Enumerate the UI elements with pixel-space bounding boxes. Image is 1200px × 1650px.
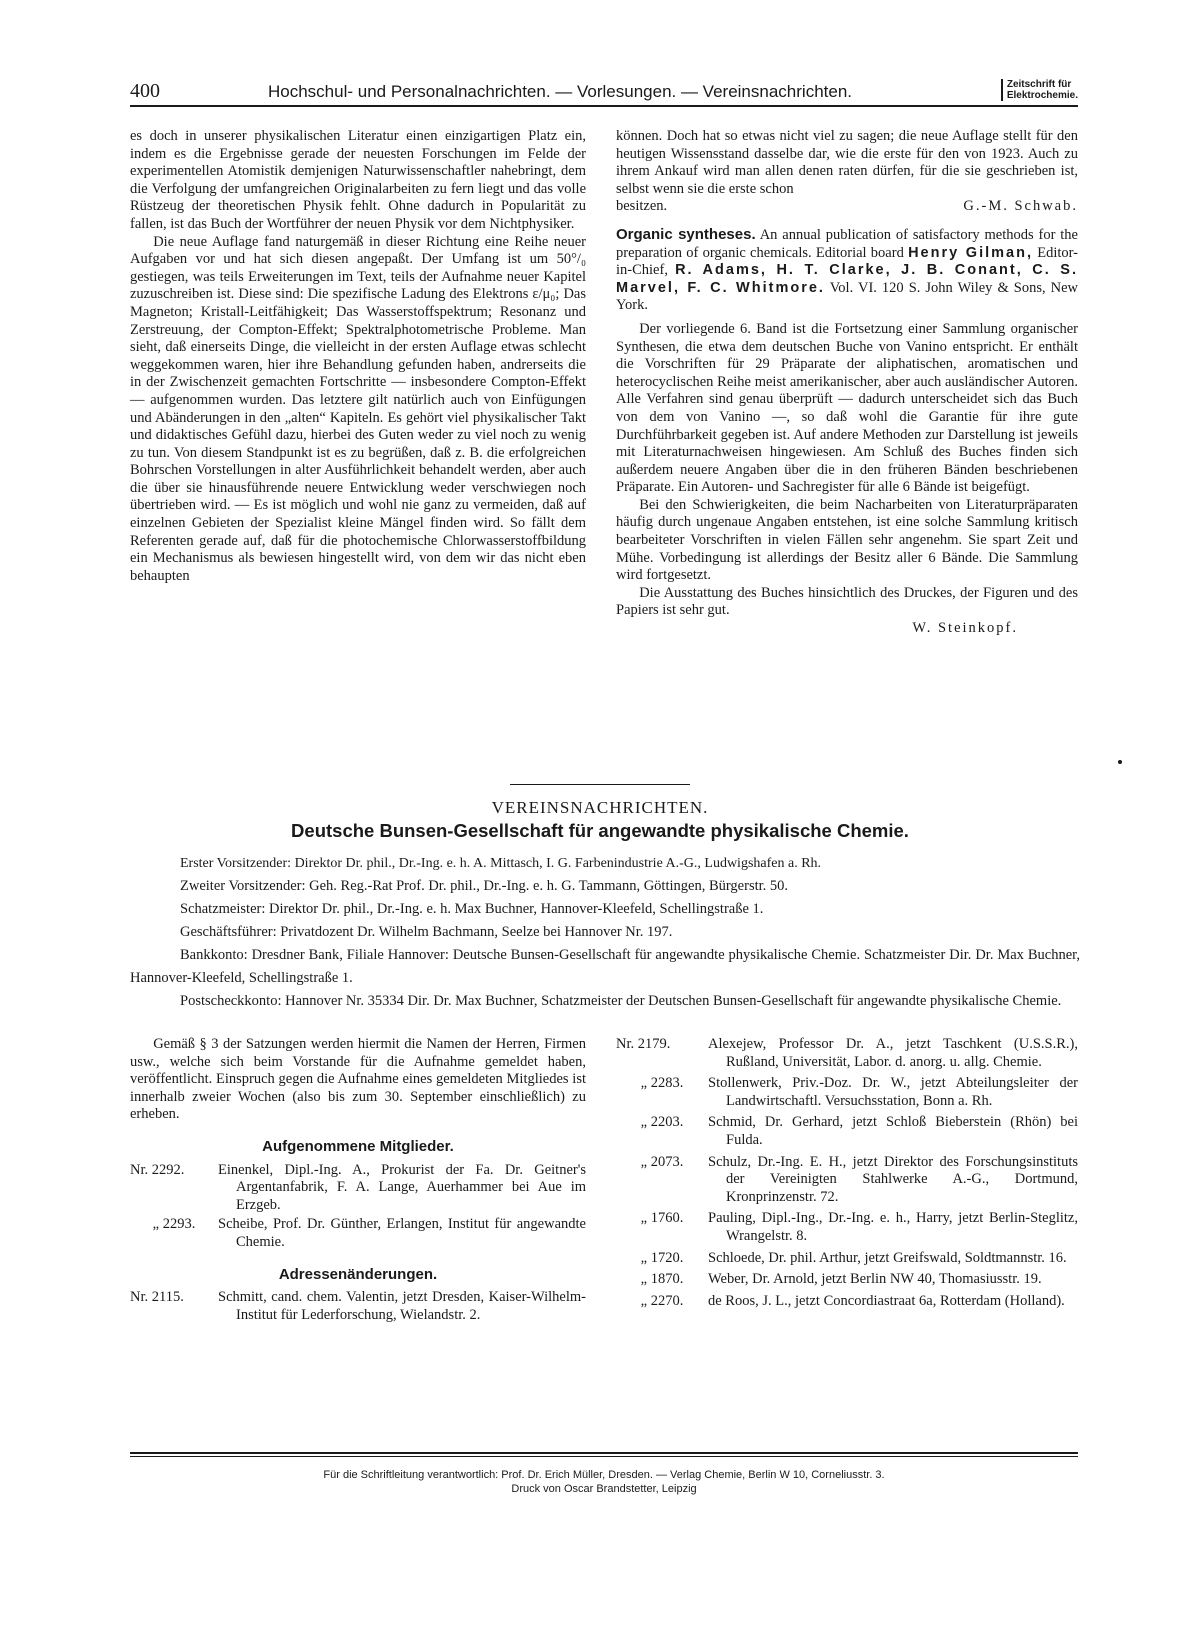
officer-first-chair: Erster Vorsitzender: Direktor Dr. phil., Dr.-Ing. e. h. A. Mittasch, I. G. Farbenindustrie A.-G., Ludwigshafen a. Rh. bbox=[180, 856, 822, 871]
member-entry: Alexejew, Professor Dr. A., jetzt Taschkent (U.S.S.R.), Rußland, Universität, Labor. d. anorg. u. allg. Chemie. bbox=[708, 1036, 1078, 1070]
book-description: An annual publication of satisfactory methods for the preparation of organic chemicals. Editorial board bbox=[616, 226, 1078, 261]
imprint-editor-line: Für die Schriftleitung verantwortlich: Prof. Dr. Erich Müller, Dresden. — Verlag Chemie, Berlin W 10, Corneliusstr. 3. bbox=[323, 1469, 885, 1481]
margin-dot bbox=[1118, 760, 1122, 764]
member-number: „ 2073. bbox=[640, 1153, 684, 1170]
list-item bbox=[616, 1154, 1078, 1207]
member-number: „ 2203. bbox=[640, 1114, 684, 1131]
reviewer-signature-2: W. Steinkopf. bbox=[912, 620, 1018, 637]
member-entry: Schloede, Dr. phil. Arthur, jetzt Greifswald, Soldtmannstr. 16. bbox=[708, 1249, 1067, 1266]
footer-rule-bottom bbox=[130, 1456, 1078, 1457]
section-title: VEREINSNACHRICHTEN. bbox=[491, 798, 709, 817]
journal-name bbox=[1001, 79, 1078, 101]
member-entry: de Roos, J. L., jetzt Concordiastraat 6a, Rotterdam (Holland). bbox=[708, 1292, 1065, 1309]
reviewer-signature: G.-M. Schwab. bbox=[963, 198, 1078, 215]
list-item bbox=[616, 1293, 1078, 1311]
book-citation bbox=[616, 226, 1078, 315]
member-number: „ 2293. bbox=[152, 1216, 196, 1233]
member-entry: Einenkel, Dipl.-Ing. A., Prokurist der Fa. Dr. Geitner's Argentanfabrik, F. A. Lange, Auerhammer bei Aue im Erzgeb. bbox=[218, 1161, 586, 1213]
list-item bbox=[616, 1250, 1078, 1268]
header-rule bbox=[130, 105, 1078, 107]
list-item bbox=[616, 1210, 1078, 1245]
new-members-heading: Aufgenommene Mitglieder. bbox=[262, 1137, 454, 1155]
running-title: Hochschul- und Personalnachrichten. — Vorlesungen. — Vereinsnachrichten. bbox=[268, 82, 853, 101]
list-item bbox=[130, 1216, 586, 1251]
editor-in-chief: Henry Gilman, bbox=[908, 244, 1033, 261]
member-entry: Scheibe, Prof. Dr. Günther, Erlangen, Institut für angewandte Chemie. bbox=[218, 1216, 586, 1250]
imprint bbox=[130, 1468, 1078, 1496]
member-number: „ 1720. bbox=[640, 1249, 684, 1266]
imprint-printer-line: Druck von Oscar Brandstetter, Leipzig bbox=[511, 1483, 697, 1495]
journal-line-1: Zeitschrift für bbox=[1006, 79, 1072, 90]
right-paragraph-3: Bei den Schwierigkeiten, die beim Nacharbeiten von Literaturpräparaten häufig durch ungenaue Angaben entstehen, ist eine solche Sammlung kritisch bearbeiteter Vorschriften in vielen Fällen sehr angenehm. Sie spart Zeit und Mühe. Vorbedingung ist allerdings der Besitz aller 6 Bände. Die Sammlung wird fortgesetzt. bbox=[616, 496, 1078, 584]
right-column bbox=[616, 128, 1078, 638]
reviewer-signature-2-row bbox=[616, 620, 1078, 638]
address-changes-heading: Adressenänderungen. bbox=[278, 1265, 438, 1283]
list-item bbox=[616, 1271, 1078, 1289]
left-paragraph-2: Die neue Auflage fand naturgemäß in dieser Richtung eine Reihe neuer Aufgaben vor und hat sich diesen angepaßt. Der Umfang ist um 50°/₀ gestiegen, was teils Erweiterungen im Text, teils der Aufnahme neuer Kapitel zuzuschreiben ist. Diese sind: Die spezifische Ladung des Elektrons ε/μ₀; Das Magneton; Kristall-Leitfähigkeit; Das Wasserstoffspektrum; Resonanz und Zerstreuung, der Compton-Effekt; Spektralphotometrische Probleme. Man sieht, daß einerseits Dinge, die vielleicht in der ersten Auflage etwas schlecht weggekommen waren, hier ihre Behandlung gefunden haben, andrerseits die in der Zwischenzeit gemachten Fortschritte — insbesondere Compton-Effekt — aufgenommen wurden. Das letztere gilt natürlich auch von Einfügungen und Abänderungen in den „alten“ Kapiteln. Es gehört viel physikalischer Takt und didaktisches Gefühl dazu, hierbei des Guten weder zu viel noch zu wenig zu tun. Von diesem Standpunkt ist es zu begrüßen, daß z. B. die erfolgreichen Bohrschen Vorstellungen in alter Ausführlichkeit behandelt werden, aber auch die über sie hinausführende neuere Entwicklung weder verschwiegen noch übertrieben wird. — Es ist möglich und wohl nie ganz zu vermeiden, daß auf einzelnen Gebieten der Spezialist kleine Mängel finden wird. So fällt dem Referenten gerade auf, daß für die photochemische Chlorwasserstoffbildung ein Mechanismus als bewiesen hingestellt wird, von dem wir das nicht eben behaupten bbox=[130, 233, 586, 584]
society-name: Deutsche Bunsen-Gesellschaft für angewandte physikalische Chemie. bbox=[291, 820, 909, 841]
officer-manager: Geschäftsführer: Privatdozent Dr. Wilhelm Bachmann, Seelze bei Hannover Nr. 197. bbox=[180, 924, 673, 940]
members-left-column bbox=[130, 1036, 586, 1326]
right-paragraph-4: Die Ausstattung des Buches hinsichtlich des Druckes, der Figuren und des Papiers ist sehr gut. bbox=[616, 584, 1078, 619]
editor-role: Editor-in-Chief, bbox=[616, 244, 1078, 279]
member-entry: Schmitt, cand. chem. Valentin, jetzt Dresden, Kaiser-Wilhelm-Institut für Lederforschung, Wielandstr. 2. bbox=[218, 1289, 586, 1323]
member-entry: Schmid, Dr. Gerhard, jetzt Schloß Bieberstein (Rhön) bei Fulda. bbox=[708, 1114, 1078, 1148]
officer-second-chair: Zweiter Vorsitzender: Geh. Reg.-Rat Prof. Dr. phil., Dr.-Ing. e. h. G. Tammann, Göttingen, Bürgerstr. 50. bbox=[180, 878, 789, 894]
member-number: Nr. 2179. bbox=[616, 1036, 671, 1052]
section-divider bbox=[510, 784, 690, 785]
list-item bbox=[616, 1075, 1078, 1110]
book-editors: R. Adams, H. T. Clarke, J. B. Conant, C. S. Marvel, F. C. Whitmore. bbox=[616, 262, 1079, 296]
right-paragraph-1: können. Doch hat so etwas nicht viel zu sagen; die neue Auflage stellt für den heutigen Wissensstand dasselbe dar, wie die erste für den von 1923. Auch zu ihrem Ankauf wird man allen denen raten dürfen, für die sie geschrieben ist, selbst wenn sie die erste schon bbox=[616, 128, 1078, 197]
book-title: Organic syntheses. bbox=[616, 225, 756, 243]
footer-rule-top bbox=[130, 1452, 1078, 1454]
membership-notice: Gemäß § 3 der Satzungen werden hiermit die Namen der Herren, Firmen usw., welche sich beim Vorstande für die Aufnahme gemeldet haben, veröffentlicht. Einspruch gegen die Aufnahme eines gemeldeten Mitgliedes ist innerhalb zweier Wochen (also bis zum 30. September einschließlich) zu erheben. bbox=[130, 1036, 586, 1123]
page-header bbox=[130, 78, 1078, 108]
review-signature-row bbox=[616, 198, 1078, 216]
member-entry: Pauling, Dipl.-Ing., Dr.-Ing. e. h., Harry, jetzt Berlin-Steglitz, Wrangelstr. 8. bbox=[708, 1210, 1078, 1244]
page-number: 400 bbox=[130, 80, 160, 102]
postal-account: Postscheckkonto: Hannover Nr. 35334 Dir. Dr. Max Buchner, Schatzmeister der Deutschen Bunsen-Gesellschaft für angewandte physikalische Chemie. bbox=[180, 993, 1062, 1009]
paragraph-end: besitzen. bbox=[616, 198, 668, 215]
member-number: „ 1870. bbox=[640, 1271, 684, 1288]
list-item bbox=[130, 1289, 586, 1324]
officers-list bbox=[130, 852, 1080, 1013]
journal-line-2: Elektrochemie. bbox=[1006, 90, 1078, 101]
list-item bbox=[616, 1036, 1078, 1071]
bank-account: Bankkonto: Dresdner Bank, Filiale Hannover: Deutsche Bunsen-Gesellschaft für angewandte physikalische Chemie. Schatzmeister Dir. Dr. Max Buchner, Hannover-Kleefeld, Schellingstraße 1. bbox=[130, 947, 1080, 986]
member-number: Nr. 2292. bbox=[130, 1161, 185, 1178]
member-entry: Weber, Dr. Arnold, jetzt Berlin NW 40, Thomasiusstr. 19. bbox=[708, 1271, 1042, 1288]
member-number: Nr. 2115. bbox=[130, 1289, 184, 1306]
member-entry: Schulz, Dr.-Ing. E. H., jetzt Direktor des Forschungsinstituts der Vereinigten Stahlwerke A.-G., Dortmund, Kronprinzenstr. 72. bbox=[708, 1153, 1078, 1205]
left-column bbox=[130, 128, 586, 585]
right-paragraph-2: Der vorliegende 6. Band ist die Fortsetzung einer Sammlung organischer Synthesen, die etwa dem deutschen Buche von Vanino entspricht. Er enthält die Vorschriften für 29 Präparate der aliphatischen, aromatischen und heterocyclischen Reihe meist amerikanischer, aber auch ausländischer Autoren. Alle Verfahren sind genau überprüft — dadurch unterscheidet sich das Buch von dem von Vanino —, so daß wohl die Garantie für ihre gute Durchführbarkeit gegeben ist. Auf andere Methoden zur Darstellung ist jeweils mit Literaturnachweisen hingewiesen. Am Schluß des Buches finden sich außerdem neuere Angaben über die in den früheren Bänden beschriebenen Präparate. Ein Autoren- und Sachregister für alle 6 Bände ist beigefügt. bbox=[616, 320, 1078, 496]
member-number: „ 2270. bbox=[640, 1292, 684, 1309]
list-item bbox=[130, 1162, 586, 1215]
list-item bbox=[616, 1114, 1078, 1149]
left-paragraph-1: es doch in unserer physikalischen Literatur einen einzigartigen Platz ein, indem es die Ergebnisse gerade der neuesten Forschungen im Felde der experimentellen Atomistik demjenigen Naturwissenschaftler nahebringt, dem die Verfolgung der umfangreichen Originalarbeiten zu fern liegt und das volle Rüstzeug der theoretischen Physik fehlt. Ohne dadurch in Popularität zu fallen, ist das Buch der Wortführer der neuen Physik vor dem Nichtphysiker. bbox=[130, 128, 586, 232]
officer-treasurer: Schatzmeister: Direktor Dr. phil., Dr.-Ing. e. h. Max Buchner, Hannover-Kleefeld, Schellingstraße 1. bbox=[180, 901, 764, 917]
members-right-column bbox=[616, 1036, 1078, 1314]
book-volume: Vol. VI. 120 S. John Wiley & Sons, New York. bbox=[616, 279, 1078, 314]
member-entry: Stollenwerk, Priv.-Doz. Dr. W., jetzt Abteilungsleiter der Landwirtschaftl. Versuchsstation, Bonn a. Rh. bbox=[708, 1075, 1078, 1109]
member-number: „ 2283. bbox=[640, 1075, 684, 1092]
member-number: „ 1760. bbox=[640, 1210, 684, 1227]
